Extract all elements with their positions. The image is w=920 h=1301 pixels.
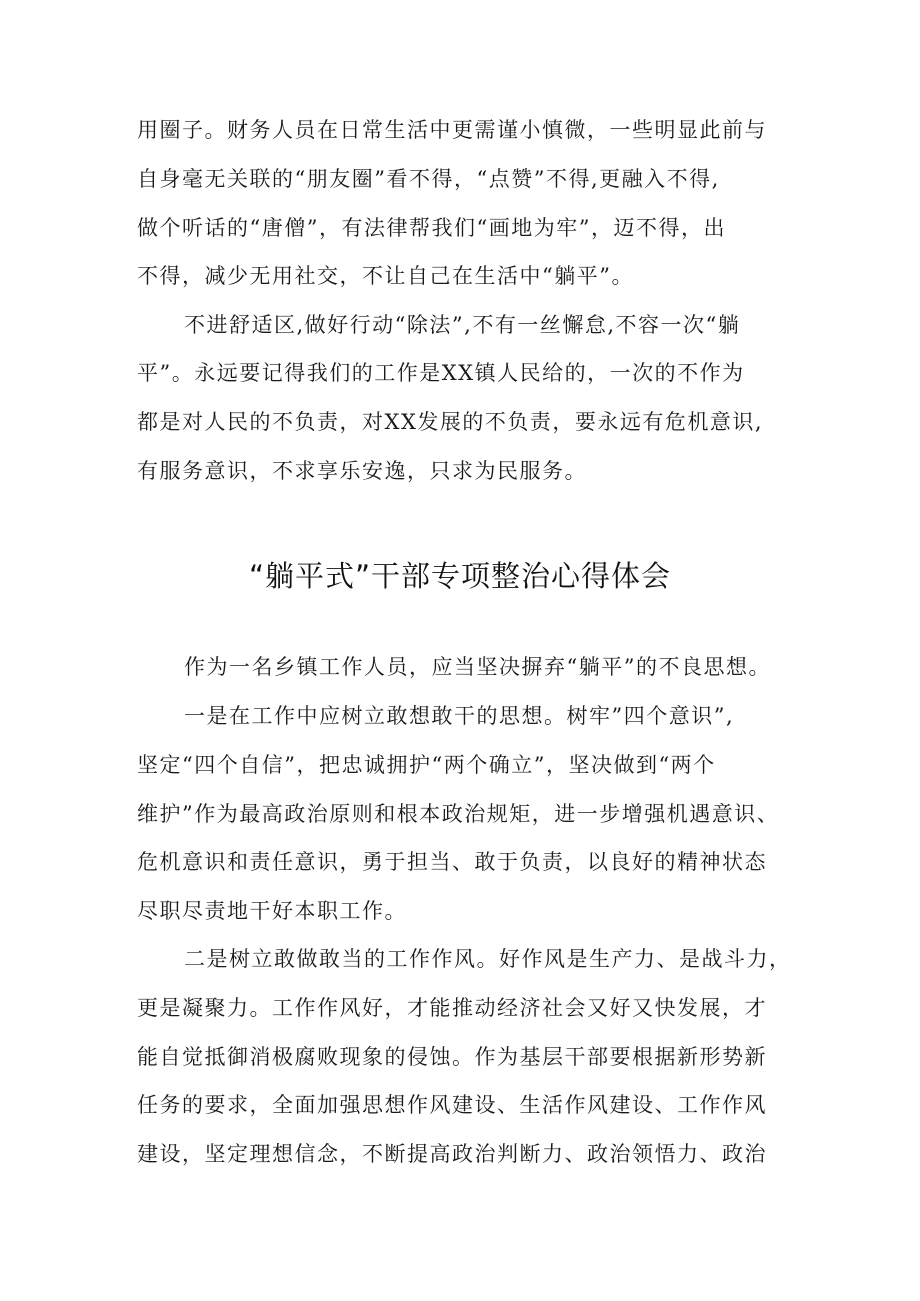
text-line: 都是对人民的不负责，对XX发展的不负责，要永远有危机意识, — [137, 410, 764, 434]
text-line: 建设，坚定理想信念，不断提高政治判断力、政治领悟力、政治 — [137, 1142, 767, 1166]
text-line: 维护”作为最高政治原则和根本政治规矩，进一步增强机遇意识、 — [137, 802, 780, 826]
text-line: 不得，减少无用社交，不让自己在生活中“躺平”。 — [137, 264, 634, 288]
text-line: 更是凝聚力。工作作风好，才能推动经济社会又好又快发展，才 — [137, 996, 767, 1020]
text-line: 坚定“四个自信”，把忠诚拥护“两个确立”，坚决做到“两个 — [137, 753, 716, 777]
text-line: 做个听话的“唐僧”，有法律帮我们“画地为牢”，迈不得，出 — [137, 216, 726, 240]
text-line: 自身毫无关联的“朋友圈”看不得，“点赞”不得,更融入不得, — [137, 167, 720, 191]
text-line: 一是在工作中应树立敢想敢干的思想。树牢”四个意识”, — [184, 704, 735, 728]
text-line: 有服务意识，不求享乐安逸，只求为民服务。 — [137, 459, 587, 483]
text-line: 作为一名乡镇工作人员，应当坚决摒弃“躺平”的不良思想。 — [184, 655, 771, 679]
text-line: 不进舒适区,做好行动“除法”,不有一丝懈怠,不容一次“躺 — [184, 313, 741, 337]
text-line: 尽职尽责地干好本职工作。 — [137, 899, 407, 923]
text-line: 平”。永远要记得我们的工作是XX镇人民给的，一次的不作为 — [137, 361, 745, 385]
text-line: 用圈子。财务人员在日常生活中更需谨小慎微，一些明显此前与 — [137, 118, 767, 142]
document-title: “躺平式”干部专项整治心得体会 — [248, 559, 672, 593]
text-line: 任务的要求，全面加强思想作风建设、生活作风建设、工作作风 — [137, 1093, 767, 1117]
text-line: 危机意识和责任意识，勇于担当、敢于负责，以良好的精神状态 — [137, 850, 767, 874]
text-line: 能自觉抵御消极腐败现象的侵蚀。作为基层干部要根据新形势新 — [137, 1045, 767, 1069]
text-line: 二是树立敢做敢当的工作作风。好作风是生产力、是战斗力， — [184, 947, 792, 971]
